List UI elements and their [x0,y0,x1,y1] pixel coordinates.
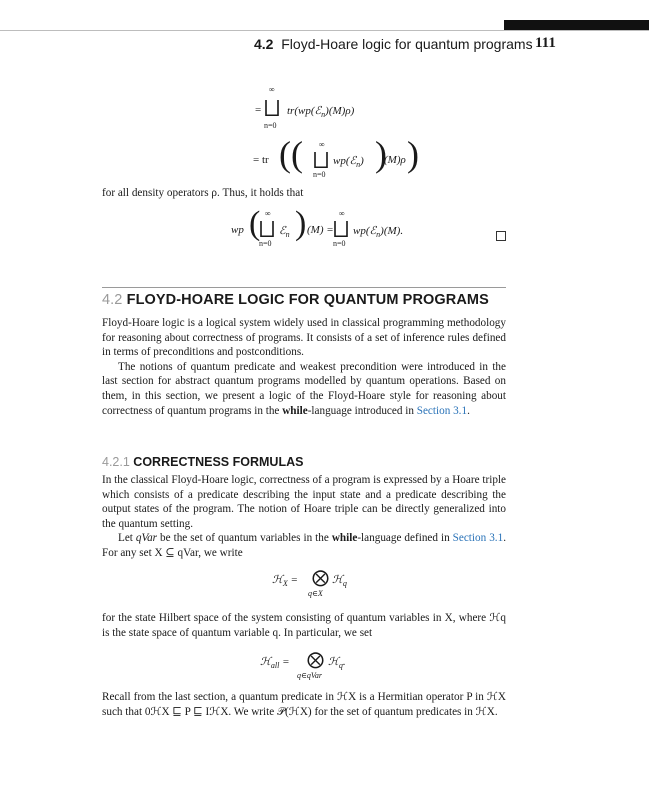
paragraph-5: for the state Hilbert space of the system consisting of quantum variables in X, where ℋq is the state space of quantum variable q. In particular, we set [102,612,506,639]
eq3-body-left: ℰ$_n$ [279,225,290,240]
eq3-lower-left: n=0 [259,239,272,248]
running-head-title: Floyd-Hoare logic for quantum programs [281,36,533,52]
eq1-body: tr(wp(ℰ$_n$)(M)ρ) [287,105,355,120]
eq2-lhs: = tr [253,154,269,166]
subsection-body [102,473,506,561]
section-body [102,316,506,418]
eq4-lhs: ℋ$_X$ = [272,574,298,589]
eq5-op-under: q∈qVar [297,671,323,680]
eq3-op-left: ⨆ [259,218,275,240]
eq2-tail: (M)ρ [384,154,406,166]
eq4-op: ⨂ [312,568,329,587]
eq1-lower: n=0 [264,121,277,130]
paragraph-4: Let qVar be the set of quantum variables in the while-language defined in Section 3.1. For any set X ⊆ qVar, we write [102,532,506,559]
eq2-upper: ∞ [319,140,325,149]
qed-box [496,231,506,241]
paragraph-1: Floyd-Hoare logic is a logical system widely used in classical programming methodology for reasoning about correctness of programs. It consists of a set of inference rules defined in terms of preconditions and postconditions. [102,317,506,359]
section-3-1-link-2[interactable]: Section 3.1 [452,532,504,545]
equation-2 [253,134,419,179]
section-title: FLOYD-HOARE LOGIC FOR QUANTUM PROGRAMS [126,292,489,308]
eq3-paren-open: ( [249,205,261,242]
header-rule [0,30,649,31]
eq1-operator: ⨆ [264,97,280,119]
eq3-lower-right: n=0 [333,239,346,248]
eq3-paren-close: ) [295,205,307,242]
eq4-rhs: ℋ$_q$ [332,574,347,589]
eq3-upper-right: ∞ [339,209,345,218]
eq3-upper-left: ∞ [265,209,271,218]
equation-1 [255,85,395,134]
eq3-mid: (M) = [307,224,334,236]
equation-5 [260,650,360,684]
header-bar [504,20,649,30]
section-3-1-link[interactable]: Section 3.1 [416,404,468,417]
eq3-body-right: wp(ℰ$_n$)(M). [353,225,404,240]
subsection-title: CORRECTNESS FORMULAS [133,455,304,469]
eq5-rhs: ℋ$_q$. [328,656,346,671]
subsection-number: 4.2.1 [102,455,130,469]
running-head-number: 4.2 [254,36,274,52]
eq4-op-under: q∈X [308,589,323,598]
section-number: 4.2 [102,292,123,308]
page-number: 111 [535,35,556,51]
equation-3 [231,207,411,251]
eq5-lhs: ℋ$_{all}$ = [260,656,290,671]
equation-4 [272,568,352,602]
subsection-heading [102,455,303,469]
eq2-operator: ⨆ [313,149,329,171]
section-rule [102,287,506,288]
eq2-paren-open: (( [279,134,303,174]
eq2-lower: n=0 [313,170,326,179]
section-heading [102,292,489,308]
eq3-lhs: wp [231,224,244,236]
eq2-inner: wp(ℰ$_n$) [333,155,364,170]
paragraph-6: Recall from the last section, a quantum predicate in ℋX is a Hermitian operator P in ℋX such that 0ℋX ⊑ P ⊑ IℋX. We write 𝒫(ℋX) for the set of quantum predicates in ℋX. [102,691,506,718]
eq2-paren-close: ) [407,134,419,174]
eq5-op: ⨂ [307,650,324,669]
eq1-upper: ∞ [269,85,275,94]
paragraph-3: In the classical Floyd-Hoare logic, correctness of a program is expressed by a Hoare triple which consists of a predicate describing the input state and a predicate describing the output states of the program. The notion of Hoare triple can be directly generalized into the quantum setting. [102,474,506,530]
running-head [254,36,533,52]
paragraph-2: The notions of quantum predicate and weakest precondition were introduced in the last section for abstract quantum programs modelled by quantum operations. Based on them, in this section, we present a logic of the Floyd-Hoare style for reasoning about correctness of quantum programs in the while-language introduced in Section 3.1. [102,360,506,417]
lead-sentence: for all density operators ρ. Thus, it holds that [102,187,304,199]
eq3-op-right: ⨆ [333,218,349,240]
eq2-paren-mid: ) [375,134,387,174]
eq1-lhs: = [255,104,262,116]
